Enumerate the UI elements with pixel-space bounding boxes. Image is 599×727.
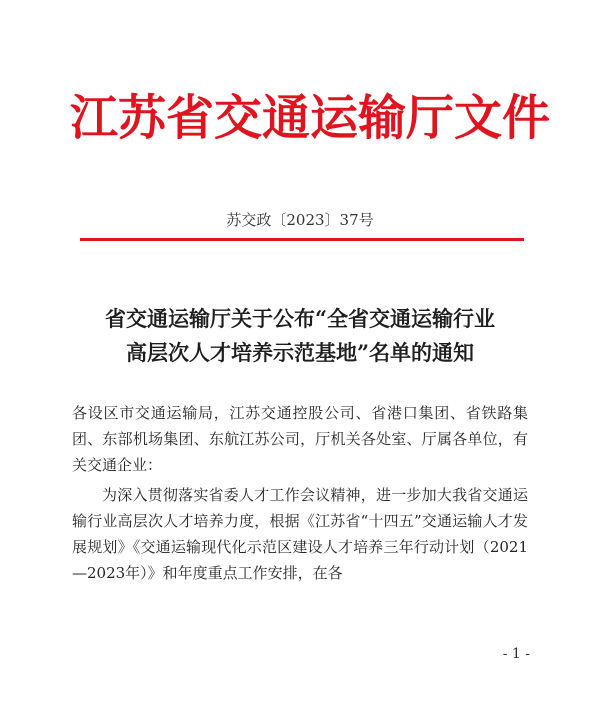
notice-title-line-1: 省交通运输厅关于公布“全省交通运输行业 — [104, 306, 496, 331]
page-number: - 1 - — [502, 646, 530, 662]
body-paragraph: 为深入贯彻落实省委人才工作会议精神，进一步加大我省交通运输行业高层次人才培养力度，根据《江苏省“十四五”交通运输人才发展规划》《交通运输现代化示范区建设人才培养三年行动计划（2021—2023年）》和年度重点工作安排，在各 — [72, 486, 528, 582]
notice-title-line-2: 高层次人才培养示范基地”名单的通知 — [125, 340, 475, 365]
doc-number: 苏交政〔2023〕37号 — [226, 211, 374, 229]
addressees-paragraph: 各设区市交通运输局，江苏交通控股公司、省港口集团、省铁路集团、东部机场集团、东航江苏公司，厅机关各处室、厅属各单位，有关交通企业： — [72, 404, 528, 474]
body-text — [72, 400, 528, 586]
org-header: 江苏省交通运输厅文件 — [70, 90, 551, 146]
red-separator-rule — [80, 238, 524, 241]
notice-title — [70, 302, 530, 370]
